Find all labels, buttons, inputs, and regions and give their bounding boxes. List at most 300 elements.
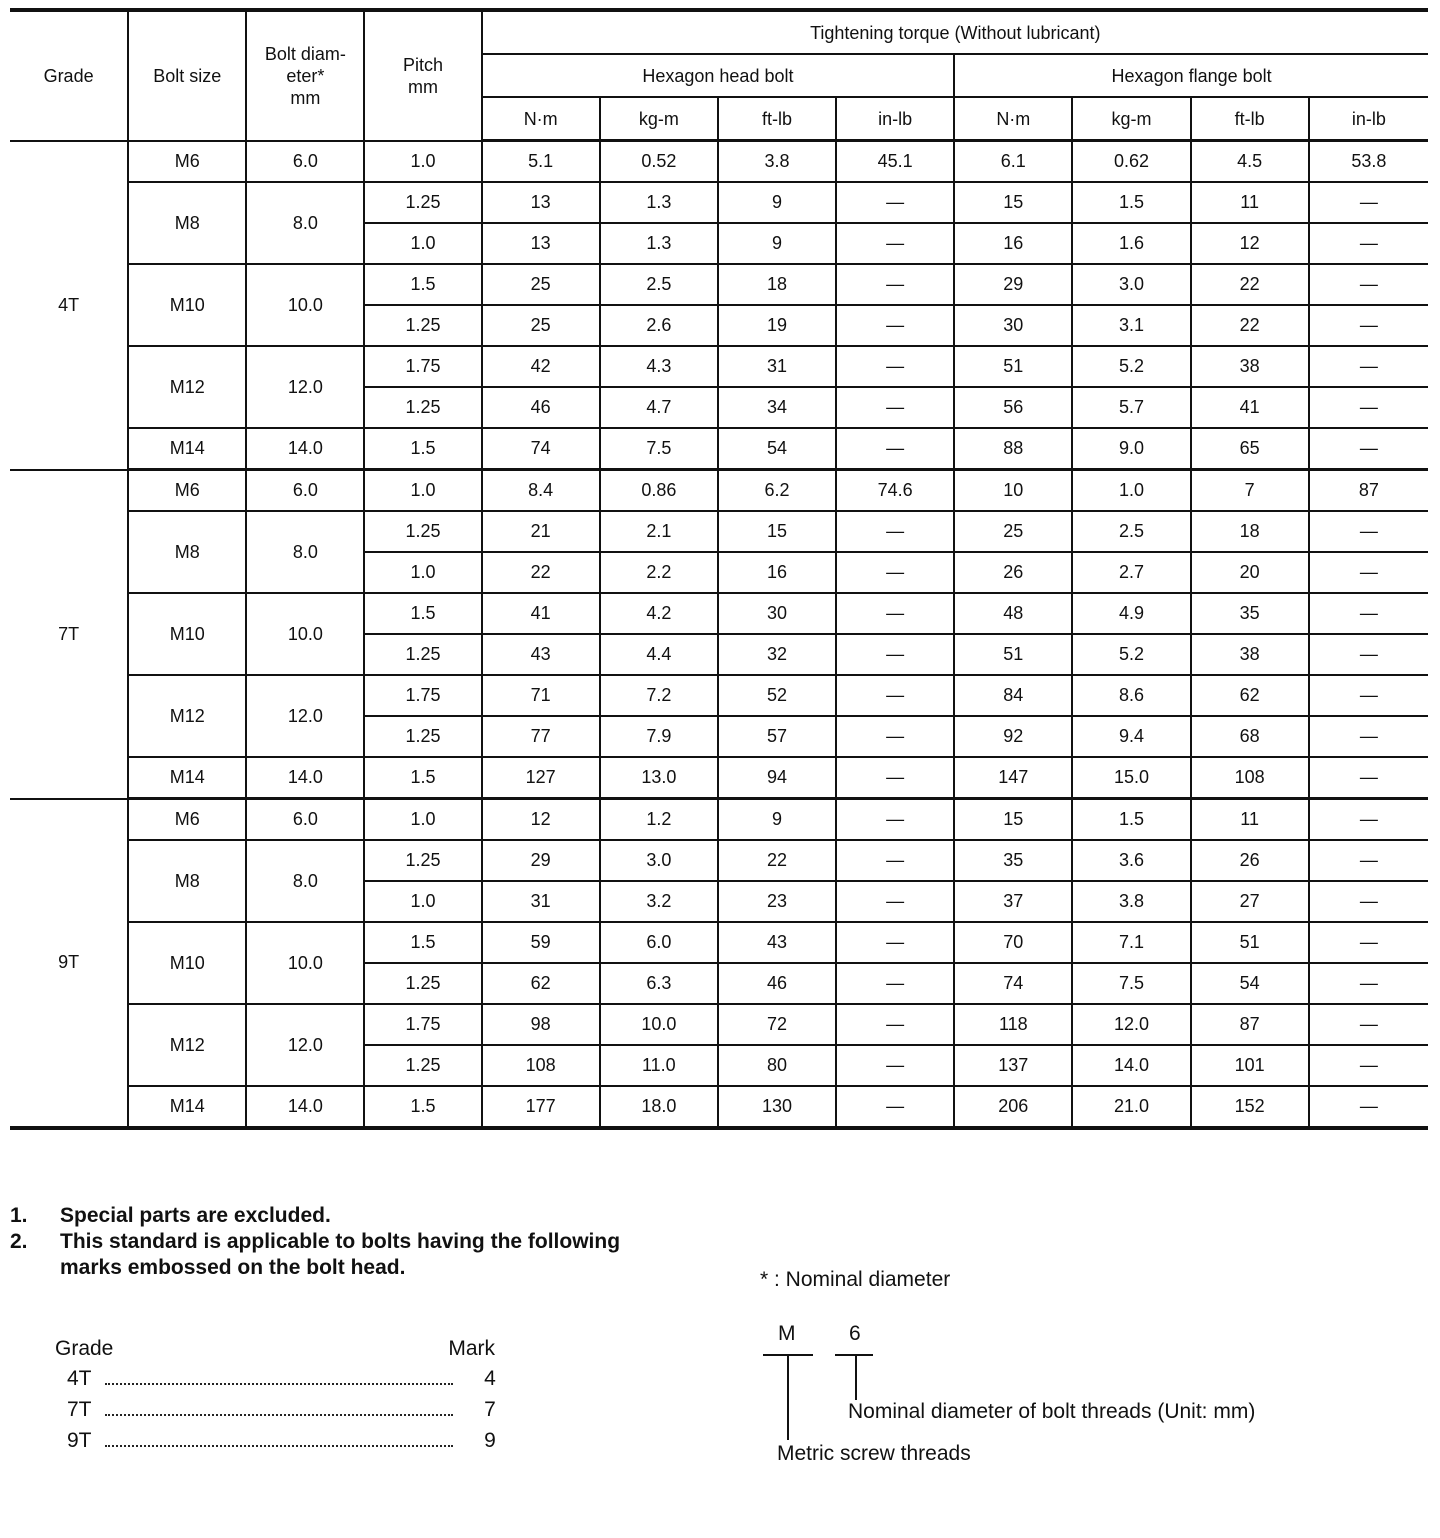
head-ftlb-cell: 18 [718, 264, 836, 305]
head-ftlb-cell: 57 [718, 716, 836, 757]
flange-inlb-cell: — [1309, 305, 1428, 346]
head-nm-cell: 13 [482, 223, 600, 264]
leader-dots [105, 1369, 453, 1385]
pitch-cell: 1.25 [364, 840, 481, 881]
unit-header-head-inlb: in-lb [836, 97, 954, 141]
head-kgm-cell: 6.3 [600, 963, 718, 1004]
table-row [10, 675, 1428, 716]
grade-block [10, 141, 1428, 470]
bolt-diameter-cell: 8.0 [246, 840, 364, 922]
head-inlb-cell: — [836, 428, 954, 470]
flange-nm-cell: 74 [954, 963, 1072, 1004]
flange-nm-cell: 6.1 [954, 141, 1072, 183]
flange-nm-cell: 16 [954, 223, 1072, 264]
head-nm-cell: 41 [482, 593, 600, 634]
grade-mark-row [55, 1429, 515, 1460]
flange-kgm-cell: 2.5 [1072, 511, 1190, 552]
bolt-diameter-cell: 6.0 [246, 799, 364, 841]
table-row [10, 840, 1428, 881]
leader-dots [105, 1400, 453, 1416]
head-nm-cell: 31 [482, 881, 600, 922]
table-row [10, 799, 1428, 841]
bolt-diameter-cell: 12.0 [246, 675, 364, 757]
head-ftlb-cell: 23 [718, 881, 836, 922]
flange-nm-cell: 118 [954, 1004, 1072, 1045]
head-kgm-cell: 7.5 [600, 428, 718, 470]
bolt-diameter-cell: 14.0 [246, 428, 364, 470]
grade-block [10, 799, 1428, 1129]
flange-nm-cell: 15 [954, 182, 1072, 223]
flange-kgm-cell: 1.5 [1072, 799, 1190, 841]
head-ftlb-cell: 46 [718, 963, 836, 1004]
head-ftlb-cell: 6.2 [718, 470, 836, 512]
flange-inlb-cell: 87 [1309, 470, 1428, 512]
flange-kgm-cell: 3.1 [1072, 305, 1190, 346]
flange-inlb-cell: — [1309, 552, 1428, 593]
head-nm-cell: 25 [482, 305, 600, 346]
head-nm-cell: 177 [482, 1086, 600, 1128]
bolt-size-cell: M6 [128, 470, 246, 512]
flange-ftlb-cell: 51 [1191, 922, 1309, 963]
pitch-cell: 1.0 [364, 223, 481, 264]
flange-ftlb-cell: 22 [1191, 264, 1309, 305]
head-kgm-cell: 13.0 [600, 757, 718, 799]
head-ftlb-cell: 34 [718, 387, 836, 428]
head-inlb-cell: — [836, 840, 954, 881]
head-kgm-cell: 0.52 [600, 141, 718, 183]
head-nm-cell: 74 [482, 428, 600, 470]
head-inlb-cell: — [836, 182, 954, 223]
head-kgm-cell: 2.1 [600, 511, 718, 552]
bolt-diameter-cell: 8.0 [246, 182, 364, 264]
flange-nm-cell: 92 [954, 716, 1072, 757]
flange-inlb-cell: — [1309, 182, 1428, 223]
flange-inlb-cell: — [1309, 593, 1428, 634]
unit-header-flange-nm: N·m [954, 97, 1072, 141]
flange-ftlb-cell: 11 [1191, 799, 1309, 841]
flange-inlb-cell: — [1309, 922, 1428, 963]
flange-inlb-cell: — [1309, 757, 1428, 799]
head-kgm-cell: 1.3 [600, 223, 718, 264]
head-kgm-cell: 7.2 [600, 675, 718, 716]
flange-nm-cell: 51 [954, 634, 1072, 675]
pitch-cell: 1.0 [364, 881, 481, 922]
head-inlb-cell: — [836, 511, 954, 552]
bolt-size-cell: M14 [128, 428, 246, 470]
head-ftlb-cell: 3.8 [718, 141, 836, 183]
head-kgm-cell: 3.0 [600, 840, 718, 881]
grade-block [10, 470, 1428, 799]
pitch-cell: 1.25 [364, 305, 481, 346]
unit-header-flange-ftlb: ft-lb [1191, 97, 1309, 141]
flange-nm-cell: 26 [954, 552, 1072, 593]
grade-mark-row [55, 1398, 515, 1429]
flange-ftlb-cell: 68 [1191, 716, 1309, 757]
head-kgm-cell: 2.2 [600, 552, 718, 593]
head-inlb-cell: — [836, 305, 954, 346]
table-row [10, 593, 1428, 634]
head-ftlb-cell: 130 [718, 1086, 836, 1128]
flange-kgm-cell: 3.8 [1072, 881, 1190, 922]
flange-kgm-cell: 1.0 [1072, 470, 1190, 512]
pitch-cell: 1.25 [364, 963, 481, 1004]
head-nm-cell: 21 [482, 511, 600, 552]
flange-kgm-cell: 1.5 [1072, 182, 1190, 223]
flange-kgm-cell: 9.0 [1072, 428, 1190, 470]
head-inlb-cell: — [836, 552, 954, 593]
bolt-size-cell: M6 [128, 141, 246, 183]
bolt-size-cell: M6 [128, 799, 246, 841]
grade-mark-grade: 4T [67, 1367, 92, 1390]
flange-ftlb-cell: 4.5 [1191, 141, 1309, 183]
flange-inlb-cell: — [1309, 511, 1428, 552]
bolt-size-cell: M8 [128, 182, 246, 264]
head-ftlb-cell: 31 [718, 346, 836, 387]
flange-inlb-cell: — [1309, 716, 1428, 757]
flange-nm-cell: 48 [954, 593, 1072, 634]
head-nm-cell: 12 [482, 799, 600, 841]
pitch-cell: 1.25 [364, 511, 481, 552]
bolt-diameter-cell: 10.0 [246, 264, 364, 346]
flange-kgm-cell: 2.7 [1072, 552, 1190, 593]
table-row [10, 470, 1428, 512]
flange-inlb-cell: — [1309, 963, 1428, 1004]
flange-kgm-cell: 3.6 [1072, 840, 1190, 881]
bolt-size-cell: M8 [128, 840, 246, 922]
flange-kgm-cell: 5.2 [1072, 346, 1190, 387]
head-kgm-cell: 4.7 [600, 387, 718, 428]
flange-nm-cell: 84 [954, 675, 1072, 716]
grade-cell: 4T [10, 141, 128, 470]
bolt-diameter-cell: 12.0 [246, 1004, 364, 1086]
head-inlb-cell: — [836, 593, 954, 634]
head-ftlb-cell: 43 [718, 922, 836, 963]
flange-nm-cell: 10 [954, 470, 1072, 512]
unit-header-head-kgm: kg-m [600, 97, 718, 141]
head-nm-cell: 46 [482, 387, 600, 428]
flange-nm-cell: 147 [954, 757, 1072, 799]
table-row [10, 264, 1428, 305]
head-ftlb-cell: 30 [718, 593, 836, 634]
diagram-letter-label: Metric screw threads [777, 1442, 971, 1465]
head-kgm-cell: 4.2 [600, 593, 718, 634]
head-inlb-cell: — [836, 716, 954, 757]
grade-mark-mark: 9 [484, 1429, 496, 1452]
head-kgm-cell: 1.2 [600, 799, 718, 841]
flange-kgm-cell: 14.0 [1072, 1045, 1190, 1086]
bolt-size-cell: M10 [128, 922, 246, 1004]
pitch-cell: 1.25 [364, 716, 481, 757]
flange-ftlb-cell: 35 [1191, 593, 1309, 634]
flange-ftlb-cell: 38 [1191, 346, 1309, 387]
head-ftlb-cell: 9 [718, 223, 836, 264]
flange-nm-cell: 30 [954, 305, 1072, 346]
col-header-hexagon-flange-bolt: Hexagon flange bolt [954, 54, 1428, 97]
flange-nm-cell: 35 [954, 840, 1072, 881]
head-ftlb-cell: 15 [718, 511, 836, 552]
pitch-cell: 1.75 [364, 675, 481, 716]
bolt-diameter-cell: 6.0 [246, 470, 364, 512]
head-ftlb-cell: 32 [718, 634, 836, 675]
flange-nm-cell: 70 [954, 922, 1072, 963]
head-inlb-cell: — [836, 922, 954, 963]
head-kgm-cell: 11.0 [600, 1045, 718, 1086]
head-ftlb-cell: 80 [718, 1045, 836, 1086]
flange-kgm-cell: 0.62 [1072, 141, 1190, 183]
grade-cell: 9T [10, 799, 128, 1129]
bolt-diameter-line-2: eter* [286, 65, 325, 86]
flange-ftlb-cell: 65 [1191, 428, 1309, 470]
head-inlb-cell: 74.6 [836, 470, 954, 512]
head-kgm-cell: 7.9 [600, 716, 718, 757]
diagram-letter: M [778, 1322, 796, 1345]
head-nm-cell: 22 [482, 552, 600, 593]
head-inlb-cell: — [836, 1004, 954, 1045]
pitch-cell: 1.0 [364, 141, 481, 183]
diagram-leader-lines [760, 1322, 890, 1442]
bolt-diameter-line-3: mm [290, 87, 321, 108]
bolt-size-cell: M8 [128, 511, 246, 593]
flange-ftlb-cell: 62 [1191, 675, 1309, 716]
pitch-cell: 1.5 [364, 757, 481, 799]
grade-mark-grade: 7T [67, 1398, 92, 1421]
grade-mark-grade-header: Grade [55, 1337, 114, 1360]
flange-inlb-cell: — [1309, 223, 1428, 264]
head-nm-cell: 5.1 [482, 141, 600, 183]
flange-kgm-cell: 9.4 [1072, 716, 1190, 757]
notes [10, 1203, 710, 1281]
bolt-size-cell: M14 [128, 1086, 246, 1128]
flange-ftlb-cell: 101 [1191, 1045, 1309, 1086]
head-kgm-cell: 3.2 [600, 881, 718, 922]
bolt-diameter-cell: 10.0 [246, 922, 364, 1004]
grade-mark-row [55, 1367, 515, 1398]
grade-mark-list [55, 1337, 515, 1460]
pitch-cell: 1.5 [364, 264, 481, 305]
head-kgm-cell: 4.3 [600, 346, 718, 387]
bolt-size-cell: M12 [128, 346, 246, 428]
note-number: 2. [10, 1230, 28, 1253]
flange-ftlb-cell: 20 [1191, 552, 1309, 593]
head-ftlb-cell: 72 [718, 1004, 836, 1045]
flange-ftlb-cell: 12 [1191, 223, 1309, 264]
head-inlb-cell: — [836, 1086, 954, 1128]
pitch-line-1: Pitch [403, 54, 444, 75]
bolt-diameter-cell: 6.0 [246, 141, 364, 183]
table-row [10, 1004, 1428, 1045]
flange-nm-cell: 88 [954, 428, 1072, 470]
head-kgm-cell: 0.86 [600, 470, 718, 512]
diagram-number: 6 [849, 1322, 861, 1345]
head-inlb-cell: — [836, 634, 954, 675]
head-ftlb-cell: 19 [718, 305, 836, 346]
flange-nm-cell: 137 [954, 1045, 1072, 1086]
head-ftlb-cell: 52 [718, 675, 836, 716]
table-row [10, 428, 1428, 470]
flange-kgm-cell: 15.0 [1072, 757, 1190, 799]
flange-ftlb-cell: 7 [1191, 470, 1309, 512]
head-ftlb-cell: 16 [718, 552, 836, 593]
head-kgm-cell: 2.6 [600, 305, 718, 346]
head-inlb-cell: — [836, 264, 954, 305]
pitch-cell: 1.0 [364, 552, 481, 593]
head-nm-cell: 77 [482, 716, 600, 757]
head-inlb-cell: — [836, 223, 954, 264]
head-kgm-cell: 10.0 [600, 1004, 718, 1045]
diagram-number-label: Nominal diameter of bolt threads (Unit: mm) [848, 1400, 1256, 1423]
head-inlb-cell: — [836, 675, 954, 716]
head-kgm-cell: 6.0 [600, 922, 718, 963]
flange-ftlb-cell: 18 [1191, 511, 1309, 552]
note-text: Special parts are excluded. [60, 1204, 331, 1227]
flange-kgm-cell: 8.6 [1072, 675, 1190, 716]
flange-kgm-cell: 3.0 [1072, 264, 1190, 305]
pitch-cell: 1.0 [364, 799, 481, 841]
flange-nm-cell: 206 [954, 1086, 1072, 1128]
bolt-diameter-cell: 8.0 [246, 511, 364, 593]
flange-inlb-cell: — [1309, 387, 1428, 428]
flange-inlb-cell: — [1309, 1045, 1428, 1086]
head-inlb-cell: — [836, 963, 954, 1004]
head-nm-cell: 127 [482, 757, 600, 799]
head-nm-cell: 29 [482, 840, 600, 881]
table-row [10, 141, 1428, 183]
bolt-size-cell: M12 [128, 675, 246, 757]
pitch-cell: 1.25 [364, 387, 481, 428]
head-ftlb-cell: 94 [718, 757, 836, 799]
bolt-diameter-cell: 14.0 [246, 1086, 364, 1128]
flange-kgm-cell: 5.2 [1072, 634, 1190, 675]
col-header-hexagon-head-bolt: Hexagon head bolt [482, 54, 955, 97]
head-nm-cell: 98 [482, 1004, 600, 1045]
table-row [10, 1086, 1428, 1128]
flange-nm-cell: 56 [954, 387, 1072, 428]
head-inlb-cell: — [836, 757, 954, 799]
col-header-bolt-size: Bolt size [128, 10, 246, 141]
grade-mark-mark: 7 [484, 1398, 496, 1421]
flange-ftlb-cell: 152 [1191, 1086, 1309, 1128]
leader-dots [105, 1431, 453, 1447]
bolt-size-cell: M14 [128, 757, 246, 799]
grade-cell: 7T [10, 470, 128, 799]
flange-kgm-cell: 1.6 [1072, 223, 1190, 264]
flange-nm-cell: 29 [954, 264, 1072, 305]
head-ftlb-cell: 22 [718, 840, 836, 881]
table-row [10, 182, 1428, 223]
bolt-diameter-cell: 14.0 [246, 757, 364, 799]
flange-nm-cell: 37 [954, 881, 1072, 922]
flange-ftlb-cell: 41 [1191, 387, 1309, 428]
flange-inlb-cell: — [1309, 799, 1428, 841]
col-header-grade: Grade [10, 10, 128, 141]
head-nm-cell: 62 [482, 963, 600, 1004]
torque-table [10, 8, 1428, 1130]
table-row [10, 922, 1428, 963]
pitch-cell: 1.25 [364, 182, 481, 223]
pitch-cell: 1.5 [364, 593, 481, 634]
flange-inlb-cell: — [1309, 634, 1428, 675]
unit-header-flange-kgm: kg-m [1072, 97, 1190, 141]
grade-mark-mark-header: Mark [448, 1337, 495, 1360]
head-nm-cell: 25 [482, 264, 600, 305]
note-number: 1. [10, 1204, 28, 1227]
pitch-cell: 1.5 [364, 1086, 481, 1128]
bolt-diameter-cell: 10.0 [246, 593, 364, 675]
unit-header-head-nm: N·m [482, 97, 600, 141]
head-nm-cell: 8.4 [482, 470, 600, 512]
flange-kgm-cell: 7.1 [1072, 922, 1190, 963]
pitch-cell: 1.0 [364, 470, 481, 512]
head-kgm-cell: 4.4 [600, 634, 718, 675]
head-nm-cell: 108 [482, 1045, 600, 1086]
unit-header-head-ftlb: ft-lb [718, 97, 836, 141]
flange-ftlb-cell: 108 [1191, 757, 1309, 799]
head-ftlb-cell: 9 [718, 182, 836, 223]
bolt-designation-diagram [760, 1322, 1360, 1472]
bolt-size-cell: M10 [128, 593, 246, 675]
flange-inlb-cell: — [1309, 346, 1428, 387]
flange-ftlb-cell: 27 [1191, 881, 1309, 922]
bolt-diameter-cell: 12.0 [246, 346, 364, 428]
table-row [10, 511, 1428, 552]
bolt-size-cell: M12 [128, 1004, 246, 1086]
flange-inlb-cell: 53.8 [1309, 141, 1428, 183]
table-row [10, 346, 1428, 387]
head-nm-cell: 71 [482, 675, 600, 716]
head-inlb-cell: — [836, 387, 954, 428]
flange-inlb-cell: — [1309, 1004, 1428, 1045]
flange-ftlb-cell: 22 [1191, 305, 1309, 346]
grade-mark-header [55, 1337, 515, 1367]
head-kgm-cell: 18.0 [600, 1086, 718, 1128]
flange-inlb-cell: — [1309, 264, 1428, 305]
head-inlb-cell: — [836, 1045, 954, 1086]
pitch-cell: 1.75 [364, 1004, 481, 1045]
note-item [10, 1203, 710, 1229]
pitch-cell: 1.75 [364, 346, 481, 387]
head-nm-cell: 42 [482, 346, 600, 387]
head-inlb-cell: — [836, 799, 954, 841]
col-header-tightening-torque: Tightening torque (Without lubricant) [482, 10, 1428, 54]
flange-kgm-cell: 5.7 [1072, 387, 1190, 428]
flange-ftlb-cell: 11 [1191, 182, 1309, 223]
flange-nm-cell: 51 [954, 346, 1072, 387]
flange-ftlb-cell: 54 [1191, 963, 1309, 1004]
bolt-size-cell: M10 [128, 264, 246, 346]
bolt-diameter-line-1: Bolt diam- [264, 43, 346, 64]
col-header-pitch [364, 10, 481, 141]
head-nm-cell: 59 [482, 922, 600, 963]
grade-mark-grade: 9T [67, 1429, 92, 1452]
flange-ftlb-cell: 38 [1191, 634, 1309, 675]
flange-ftlb-cell: 26 [1191, 840, 1309, 881]
pitch-cell: 1.5 [364, 922, 481, 963]
head-kgm-cell: 1.3 [600, 182, 718, 223]
flange-kgm-cell: 21.0 [1072, 1086, 1190, 1128]
flange-nm-cell: 15 [954, 799, 1072, 841]
unit-header-flange-inlb: in-lb [1309, 97, 1428, 141]
pitch-line-2: mm [408, 76, 439, 97]
head-inlb-cell: — [836, 881, 954, 922]
flange-nm-cell: 25 [954, 511, 1072, 552]
flange-kgm-cell: 7.5 [1072, 963, 1190, 1004]
note-item [10, 1229, 710, 1281]
head-nm-cell: 43 [482, 634, 600, 675]
head-ftlb-cell: 9 [718, 799, 836, 841]
head-kgm-cell: 2.5 [600, 264, 718, 305]
flange-inlb-cell: — [1309, 1086, 1428, 1128]
head-inlb-cell: — [836, 346, 954, 387]
